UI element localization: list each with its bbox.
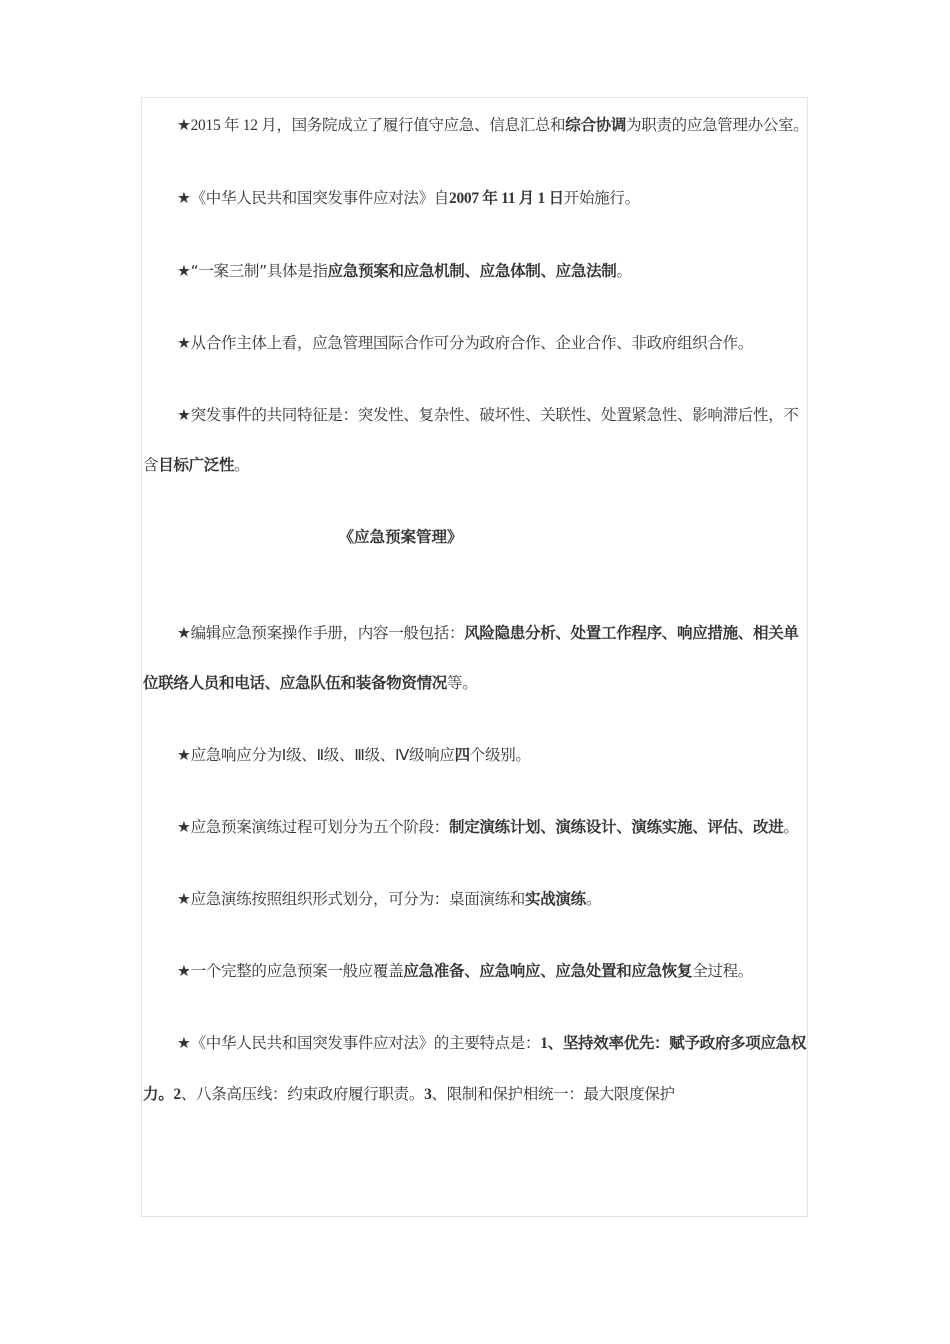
body-text: ★应急响应分为Ⅰ级、Ⅱ级、Ⅲ级、Ⅳ级响应	[177, 746, 455, 764]
document-body	[143, 100, 813, 1142]
body-text: ★“一案三制”具体是指	[177, 262, 328, 280]
body-text: 。	[616, 262, 632, 280]
bullet-paragraph	[143, 246, 813, 296]
emphasis-text: 3	[424, 1086, 432, 1103]
body-text: 开始施行。	[563, 189, 640, 207]
bullet-paragraph	[143, 730, 813, 780]
emphasis-text: 应急准备、应急响应、应急处置和应急恢复	[403, 962, 693, 980]
bullet-paragraph	[143, 946, 813, 996]
body-text: 为职责的应急管理办公室。	[626, 116, 809, 134]
emphasis-text: 四	[454, 746, 470, 764]
bullet-paragraph	[143, 318, 813, 368]
body-text: ★从合作主体上看，应急管理国际合作可分为政府合作、企业合作、非政府组织合作。	[177, 334, 753, 352]
body-text: ★	[177, 116, 191, 134]
emphasis-text: 《应急预案管理》	[338, 528, 463, 546]
bullet-paragraph	[143, 100, 813, 151]
body-text: 、八条高压线：约束政府履行职责。	[180, 1086, 425, 1103]
body-text: ★应急预案演练过程可划分为五个阶段：	[177, 818, 449, 836]
body-text: ，国务院成立了履行值守应急、信息汇总和	[276, 116, 566, 134]
body-text: 等。	[447, 674, 478, 692]
bullet-paragraph	[143, 390, 813, 490]
emphasis-text: 风险隐患分析、处置工作程序、响应措施、相关单位联络人员和电话、应急队伍和装备物资情况	[143, 624, 799, 692]
body-text: 全过程。	[692, 962, 754, 980]
emphasis-text: 制定演练计划、演练设计、演练实施、评估、改进	[449, 818, 784, 836]
emphasis-text: 2007 年 11 月 1 日	[449, 190, 564, 207]
emphasis-text: 1	[540, 1035, 548, 1052]
emphasis-text: 实战演练	[525, 890, 586, 908]
emphasis-text: 2	[173, 1086, 181, 1103]
body-text: 。	[585, 890, 602, 908]
body-text: ★编辑应急预案操作手册，内容一般包括：	[177, 624, 465, 642]
body-text: ★《中华人民共和国突发事件应对法》自	[177, 189, 449, 207]
bullet-paragraph	[143, 1018, 813, 1120]
body-text: 。	[234, 456, 250, 474]
emphasis-text: 、坚持效率优先：赋予政府多项应急权力。	[143, 1034, 807, 1103]
bullet-paragraph	[143, 173, 813, 224]
body-text: ★一个完整的应急预案一般应覆盖	[177, 962, 404, 980]
emphasis-text: 目标广泛性	[158, 456, 235, 474]
body-text: ★突发事件的共同特征是：突发性、复杂性、破坏性、关联性、处置紧急性、影响滞后性，不含	[143, 406, 799, 474]
body-text: 2015 年 12 月	[190, 117, 277, 134]
section-heading	[143, 512, 813, 562]
body-text: 个级别。	[469, 746, 531, 764]
emphasis-text: 应急预案和应急机制、应急体制、应急法制	[327, 262, 617, 280]
body-text: 。	[783, 818, 799, 836]
body-text: ★应急演练按照组织形式划分，可分为：桌面演练和	[177, 890, 525, 908]
bullet-paragraph	[143, 874, 813, 924]
bullet-paragraph	[143, 802, 813, 852]
body-text: ★《中华人民共和国突发事件应对法》的主要特点是：	[177, 1034, 541, 1052]
body-text: 、限制和保护相统一：最大限度保护	[431, 1086, 675, 1103]
emphasis-text: 综合协调	[565, 116, 627, 134]
bullet-paragraph	[143, 608, 813, 708]
